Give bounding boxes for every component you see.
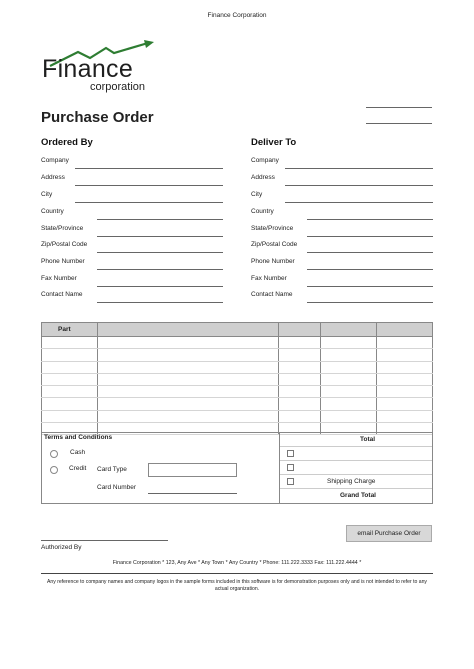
page-header-title: Finance Corporation — [207, 12, 267, 19]
cash-label: Cash — [70, 449, 86, 456]
terms-heading: Terms and Conditions — [44, 434, 113, 441]
totals-row-divider — [280, 446, 432, 447]
table-row — [42, 398, 433, 410]
table-cell[interactable] — [97, 349, 278, 361]
table-cell[interactable] — [279, 349, 321, 361]
column-header-part: Part — [42, 323, 98, 337]
deliver-to-field-label: City — [251, 191, 263, 198]
ordered-by-field-label: Company — [41, 157, 69, 164]
column-header-amount — [377, 323, 433, 337]
column-header-description — [97, 323, 278, 337]
deliver-to-heading: Deliver To — [251, 137, 297, 148]
table-cell[interactable] — [42, 373, 98, 385]
table-cell[interactable] — [321, 386, 377, 398]
table-cell[interactable] — [279, 373, 321, 385]
card-number-line[interactable] — [148, 493, 237, 494]
totals-row-divider — [280, 460, 432, 461]
authorized-by-label: Authorized By — [41, 544, 82, 551]
card-type-label: Card Type — [97, 466, 127, 473]
table-cell[interactable] — [377, 349, 433, 361]
deliver-to-field-line[interactable] — [307, 269, 433, 270]
total-label: Total — [360, 436, 376, 443]
table-cell[interactable] — [377, 410, 433, 422]
table-cell[interactable] — [42, 410, 98, 422]
ordered-by-field-line[interactable] — [97, 302, 223, 303]
column-header-unit-price — [321, 323, 377, 337]
table-row — [42, 337, 433, 349]
deliver-to-field-label: Phone Number — [251, 258, 295, 265]
ordered-by-field-label: Fax Number — [41, 275, 77, 282]
ordered-by-field-line[interactable] — [75, 202, 223, 203]
table-row — [42, 361, 433, 373]
shipping-charge-label: Shipping Charge — [327, 478, 376, 485]
table-cell[interactable] — [97, 386, 278, 398]
grand-total-label: Grand Total — [340, 492, 376, 499]
ordered-by-field-line[interactable] — [97, 252, 223, 253]
totals-row-divider — [280, 474, 432, 475]
deliver-to-field-line[interactable] — [285, 168, 433, 169]
ordered-by-field-label: Phone Number — [41, 258, 85, 265]
ordered-by-field-line[interactable] — [97, 219, 223, 220]
cash-radio[interactable] — [50, 450, 58, 458]
table-cell[interactable] — [321, 373, 377, 385]
email-purchase-order-button[interactable]: email Purchase Order — [346, 525, 432, 542]
table-cell[interactable] — [321, 349, 377, 361]
ordered-by-heading: Ordered By — [41, 137, 93, 148]
table-cell[interactable] — [321, 398, 377, 410]
deliver-to-field-line[interactable] — [307, 286, 433, 287]
credit-radio[interactable] — [50, 466, 58, 474]
po-number-line[interactable] — [366, 123, 432, 124]
footer-divider — [41, 573, 433, 574]
deliver-to-field-line[interactable] — [307, 252, 433, 253]
deliver-to-field-label: State/Province — [251, 225, 294, 232]
ordered-by-field-line[interactable] — [97, 286, 223, 287]
logo-main-text: Finance — [42, 55, 134, 83]
table-cell[interactable] — [42, 386, 98, 398]
table-row — [42, 410, 433, 422]
ordered-by-field-line[interactable] — [75, 185, 223, 186]
table-cell[interactable] — [42, 337, 98, 349]
table-cell[interactable] — [377, 386, 433, 398]
card-type-field[interactable] — [148, 463, 237, 477]
table-cell[interactable] — [97, 337, 278, 349]
deliver-to-field-line[interactable] — [307, 236, 433, 237]
deliver-to-field-line[interactable] — [307, 302, 433, 303]
tax-checkbox[interactable] — [287, 450, 294, 457]
table-cell[interactable] — [97, 398, 278, 410]
discount-checkbox[interactable] — [287, 464, 294, 471]
ordered-by-field-line[interactable] — [97, 236, 223, 237]
card-number-label: Card Number — [97, 484, 137, 491]
items-table-body — [42, 337, 433, 435]
table-cell[interactable] — [42, 349, 98, 361]
table-cell[interactable] — [279, 386, 321, 398]
deliver-to-field-label: Contact Name — [251, 291, 293, 298]
table-cell[interactable] — [377, 337, 433, 349]
table-row — [42, 349, 433, 361]
table-cell[interactable] — [279, 337, 321, 349]
ordered-by-field-line[interactable] — [75, 168, 223, 169]
totals-row-divider — [280, 488, 432, 489]
items-table-header — [42, 323, 433, 337]
table-cell[interactable] — [42, 398, 98, 410]
footer-disclaimer-line2: actual organization. — [214, 586, 260, 592]
deliver-to-field-label: Fax Number — [251, 275, 287, 282]
table-row — [42, 373, 433, 385]
table-cell[interactable] — [279, 361, 321, 373]
deliver-to-field-label: Zip/Postal Code — [251, 241, 298, 248]
deliver-to-field-label: Country — [251, 208, 274, 215]
table-cell[interactable] — [97, 361, 278, 373]
ordered-by-field-label: Contact Name — [41, 291, 83, 298]
deliver-to-field-line[interactable] — [307, 219, 433, 220]
deliver-to-field-label: Address — [251, 174, 275, 181]
shipping-checkbox[interactable] — [287, 478, 294, 485]
logo-sub-text: corporation — [90, 81, 146, 93]
items-table — [41, 322, 433, 435]
table-cell[interactable] — [377, 373, 433, 385]
authorized-signature-line[interactable] — [41, 540, 168, 541]
table-cell[interactable] — [321, 337, 377, 349]
deliver-to-field-label: Company — [251, 157, 279, 164]
table-cell[interactable] — [97, 410, 278, 422]
page-title: Purchase Order — [41, 109, 154, 126]
table-row — [42, 386, 433, 398]
deliver-to-field-line[interactable] — [285, 185, 433, 186]
credit-label: Credit — [69, 465, 87, 472]
deliver-to-field-line[interactable] — [285, 202, 433, 203]
ordered-by-field-label: Zip/Postal Code — [41, 241, 88, 248]
table-cell[interactable] — [377, 361, 433, 373]
ordered-by-field-label: Country — [41, 208, 64, 215]
table-cell[interactable] — [321, 410, 377, 422]
date-line[interactable] — [366, 107, 432, 108]
table-cell[interactable] — [42, 361, 98, 373]
table-cell[interactable] — [377, 398, 433, 410]
footer-address: Finance Corporation * 123, Any Ave * Any Town * Any Country * Phone: 111.222.3333 Fax: 111.222.4444 * — [112, 560, 362, 566]
table-cell[interactable] — [321, 361, 377, 373]
table-cell[interactable] — [279, 398, 321, 410]
column-header-quantity — [279, 323, 321, 337]
table-cell[interactable] — [97, 373, 278, 385]
ordered-by-field-line[interactable] — [97, 269, 223, 270]
table-cell[interactable] — [279, 410, 321, 422]
ordered-by-field-label: City — [41, 191, 53, 198]
ordered-by-field-label: State/Province — [41, 225, 84, 232]
footer-disclaimer-line1: Any reference to company names and company logos in the sample forms included in this software is for demonstration purposes only and is not intended to refer to any — [47, 579, 427, 585]
ordered-by-field-label: Address — [41, 174, 65, 181]
